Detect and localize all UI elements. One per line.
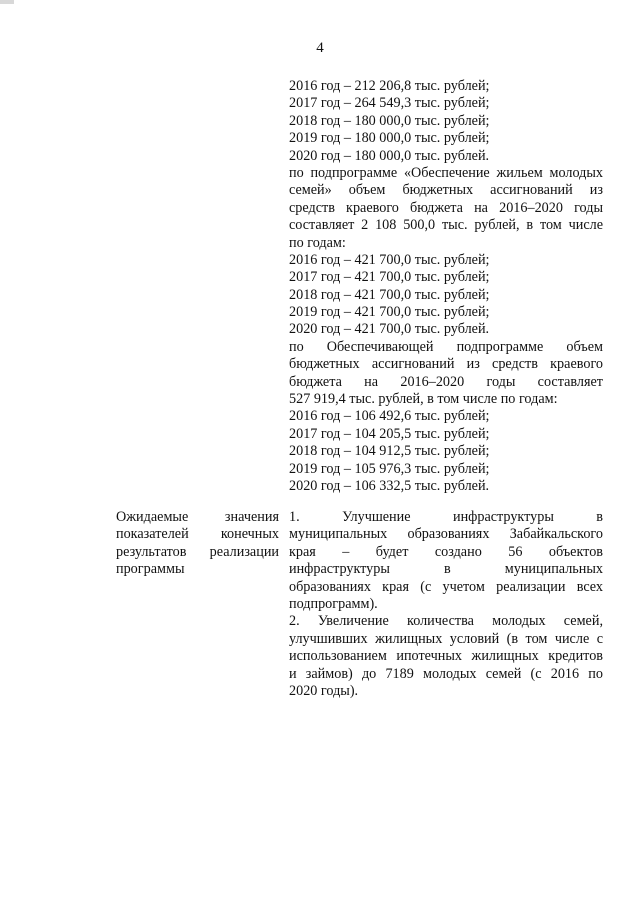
result-line: инфраструктуры в муниципальных [289,561,603,578]
paragraph-line: бюджета на 2016–2020 годы составляет [289,373,603,390]
support-subprogram-paragraph [289,339,603,409]
result-line: образованиях края (с учетом реализации всех [289,578,603,595]
expected-results-label [116,509,279,579]
result-line: края – будет создано 56 объектов [289,543,603,560]
expected-results-content [289,509,603,700]
budget-section [289,78,603,495]
label-line: Ожидаемые значения [116,509,279,525]
paragraph-line: составляет 2 108 500,0 тыс. рублей, в том числе [289,217,603,234]
housing-year-line: 2018 год – 421 700,0 тыс. рублей; [289,286,490,303]
budget-year-line: 2018 год – 180 000,0 тыс. рублей; [289,112,490,129]
paragraph-line: бюджетных ассигнований из средств краевого [289,356,603,373]
paragraph-line: 527 919,4 тыс. рублей, в том числе по годам: [289,391,558,408]
housing-year-line: 2020 год – 421 700,0 тыс. рублей. [289,321,490,338]
support-year-line: 2020 год – 106 332,5 тыс. рублей. [289,477,490,494]
housing-subprogram-paragraph [289,165,603,252]
paragraph-line: по годам: [289,234,346,251]
result-line: использованием ипотечных жилищных кредитов [289,648,603,665]
support-years-list [289,408,603,495]
label-line: результатов реализации [116,543,279,560]
result-item-2 [289,613,603,700]
support-year-line: 2016 год – 106 492,6 тыс. рублей; [289,408,490,425]
result-line: улучшивших жилищных условий (в том числе с [289,630,603,647]
housing-year-line: 2017 год – 421 700,0 тыс. рублей; [289,269,490,286]
result-line: муниципальных образованиях Забайкальского [289,526,603,543]
budget-year-line: 2019 год – 180 000,0 тыс. рублей; [289,130,490,147]
result-line: 2020 годы). [289,682,359,699]
result-line: и займов) до 7189 молодых семей (с 2016 по [289,665,603,682]
result-line: 1. Улучшение инфраструктуры в [289,509,603,525]
label-line: показателей конечных [116,526,279,543]
result-line: подпрограмм). [289,595,378,612]
result-item-1 [289,509,603,613]
housing-year-line: 2016 год – 421 700,0 тыс. рублей; [289,251,490,268]
housing-year-line: 2019 год – 421 700,0 тыс. рублей; [289,304,490,321]
paragraph-line: по подпрограмме «Обеспечение жильем молодых [289,164,603,181]
result-line: 2. Увеличение количества молодых семей, [289,613,603,630]
budget-year-line: 2020 год – 180 000,0 тыс. рублей. [289,147,490,164]
paragraph-line: семей» объем бюджетных ассигнований из [289,182,603,199]
scan-corner-mark [0,0,14,4]
page-number: 4 [316,40,324,56]
paragraph-line: по Обеспечивающей подпрограмме объем [289,338,603,355]
paragraph-line: средств краевого бюджета на 2016–2020 годы [289,199,603,216]
support-year-line: 2019 год – 105 976,3 тыс. рублей; [289,460,490,477]
housing-years-list [289,252,603,339]
label-line: программы [116,561,185,578]
budget-year-line: 2017 год – 264 549,3 тыс. рублей; [289,95,490,112]
support-year-line: 2018 год – 104 912,5 тыс. рублей; [289,443,490,460]
budget-year-line: 2016 год – 212 206,8 тыс. рублей; [289,78,490,94]
support-year-line: 2017 год – 104 205,5 тыс. рублей; [289,425,490,442]
